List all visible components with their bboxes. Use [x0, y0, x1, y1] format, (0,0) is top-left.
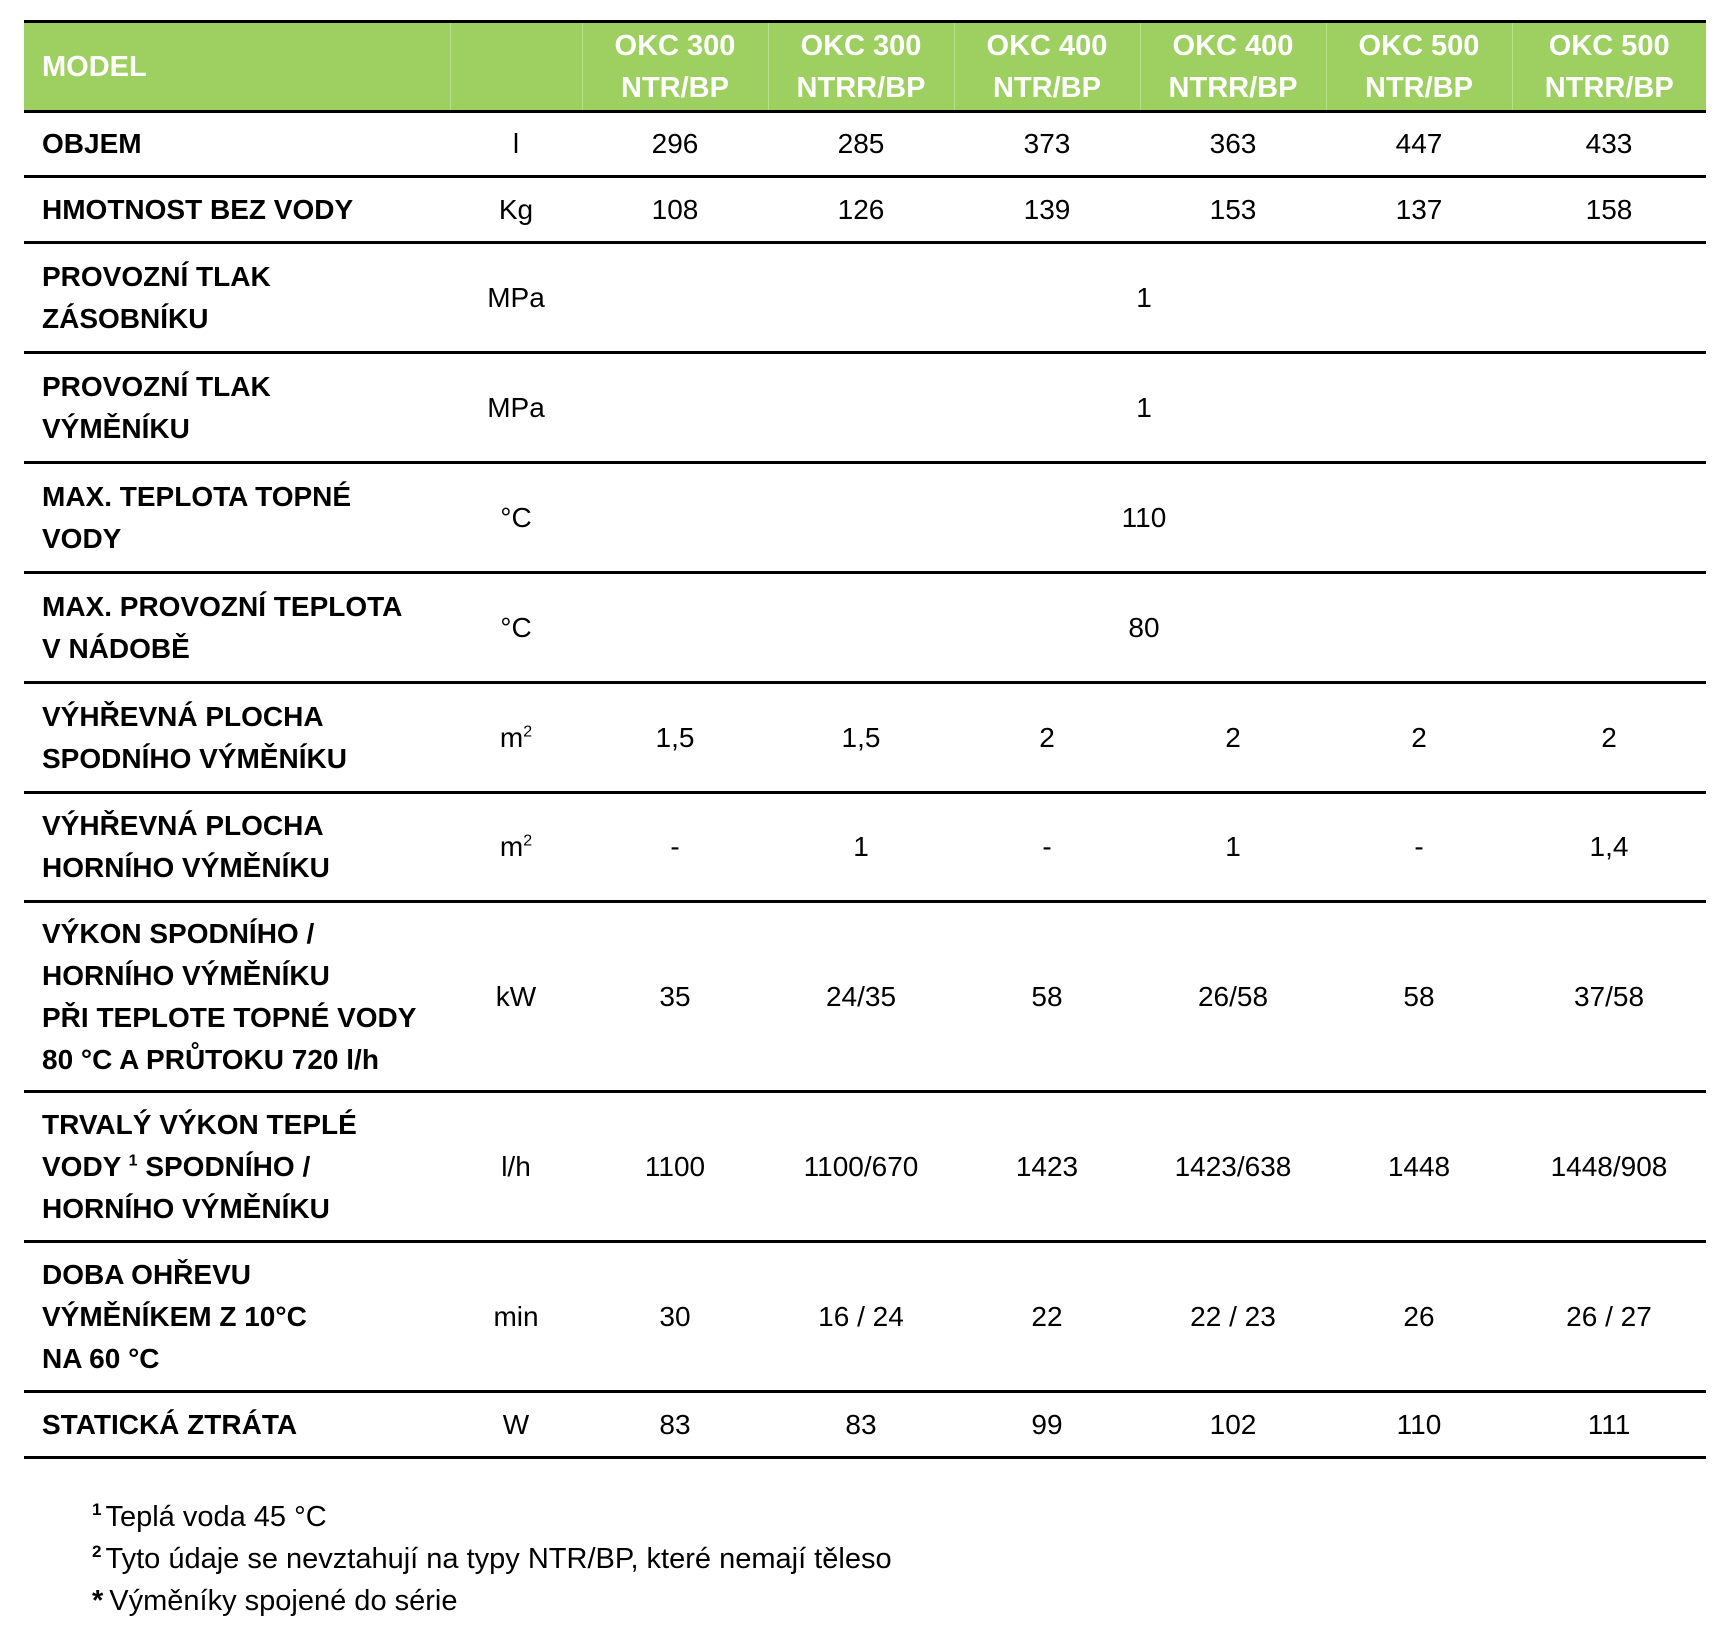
footnote-mark: 2	[92, 1542, 102, 1562]
unit-cell: W	[450, 1392, 582, 1458]
param-label: HMOTNOST BEZ VODY	[24, 177, 450, 243]
param-label: MAX. TEPLOTA TOPNÉ VODY	[24, 463, 450, 573]
unit-superscript: 2	[523, 723, 533, 741]
unit-cell: MPa	[450, 243, 582, 353]
model-header-okc300-ntrr: OKC 300 NTRR/BP	[768, 22, 954, 112]
value-cell: 111	[1512, 1392, 1706, 1458]
value-cell: 83	[582, 1392, 768, 1458]
value-cell: -	[954, 793, 1140, 902]
value-cell: 16 / 24	[768, 1242, 954, 1392]
param-label: DOBA OHŘEVU VÝMĚNÍKEM Z 10°C NA 60 °C	[24, 1242, 450, 1392]
row-max-teplota-topne-vody	[24, 463, 1706, 573]
model-header-okc300-ntr: OKC 300 NTR/BP	[582, 22, 768, 112]
param-label: VÝHŘEVNÁ PLOCHA HORNÍHO VÝMĚNÍKU	[24, 793, 450, 902]
row-vykon	[24, 902, 1706, 1092]
value-cell: 137	[1326, 177, 1512, 243]
param-label: VÝKON SPODNÍHO / HORNÍHO VÝMĚNÍKU PŘI TEPLOTE TOPNÉ VODY 80 °C A PRŮTOKU 720 l/h	[24, 902, 450, 1092]
value-cell: 363	[1140, 112, 1326, 177]
param-label: STATICKÁ ZTRÁTA	[24, 1392, 450, 1458]
param-label: MAX. PROVOZNÍ TEPLOTA V NÁDOBĚ	[24, 573, 450, 683]
value-cell: 83	[768, 1392, 954, 1458]
value-cell: -	[582, 793, 768, 902]
value-cell: 26 / 27	[1512, 1242, 1706, 1392]
value-cell: 1,5	[768, 683, 954, 793]
footnote-text: Výměníky spojené do série	[109, 1585, 458, 1617]
value-cell: 99	[954, 1392, 1140, 1458]
unit-cell: kW	[450, 902, 582, 1092]
value-cell: 153	[1140, 177, 1326, 243]
value-cell: 58	[954, 902, 1140, 1092]
row-staticka-ztrata	[24, 1392, 1706, 1458]
row-objem	[24, 112, 1706, 177]
value-cell: 1100/670	[768, 1092, 954, 1242]
value-cell: 126	[768, 177, 954, 243]
value-cell: 1448	[1326, 1092, 1512, 1242]
unit-cell: Kg	[450, 177, 582, 243]
value-cell: 35	[582, 902, 768, 1092]
value-cell-shared: 110	[582, 463, 1706, 573]
unit-header	[450, 22, 582, 112]
value-cell: 433	[1512, 112, 1706, 177]
value-cell: 30	[582, 1242, 768, 1392]
value-cell: 1	[1140, 793, 1326, 902]
value-cell: 2	[954, 683, 1140, 793]
footnote-text: Tyto údaje se nevztahují na typy NTR/BP, které nemají těleso	[105, 1543, 892, 1575]
value-cell: 26	[1326, 1242, 1512, 1392]
model-header-okc400-ntr: OKC 400 NTR/BP	[954, 22, 1140, 112]
param-label: PROVOZNÍ TLAK ZÁSOBNÍKU	[24, 243, 450, 353]
unit-cell: $m^2$	[450, 683, 582, 793]
value-cell: 373	[954, 112, 1140, 177]
value-cell: 22	[954, 1242, 1140, 1392]
param-label: PROVOZNÍ TLAK VÝMĚNÍKU	[24, 353, 450, 463]
value-cell-shared: 80	[582, 573, 1706, 683]
model-header: MODEL	[24, 22, 450, 112]
value-cell: 158	[1512, 177, 1706, 243]
value-cell: 447	[1326, 112, 1512, 177]
value-cell: 1	[768, 793, 954, 902]
footnotes	[92, 1496, 892, 1622]
value-cell: 2	[1512, 683, 1706, 793]
unit-cell: l	[450, 112, 582, 177]
unit-cell: MPa	[450, 353, 582, 463]
model-header-okc500-ntr: OKC 500 NTR/BP	[1326, 22, 1512, 112]
unit-cell: $m^2$	[450, 793, 582, 902]
header-row	[24, 22, 1706, 112]
footnote-ref: 1	[128, 1152, 138, 1170]
value-cell-shared: 1	[582, 243, 1706, 353]
row-max-provozni-teplota	[24, 573, 1706, 683]
row-plocha-spodniho	[24, 683, 1706, 793]
footnote-3	[92, 1580, 892, 1622]
unit-superscript: 2	[523, 832, 533, 850]
footnote-1	[92, 1496, 892, 1538]
value-cell: 22 / 23	[1140, 1242, 1326, 1392]
unit-cell: min	[450, 1242, 582, 1392]
value-cell: 1423	[954, 1092, 1140, 1242]
param-label: VÝHŘEVNÁ PLOCHA SPODNÍHO VÝMĚNÍKU	[24, 683, 450, 793]
row-tlak-zasobniku	[24, 243, 1706, 353]
value-cell: 2	[1326, 683, 1512, 793]
value-cell: 296	[582, 112, 768, 177]
row-plocha-horniho	[24, 793, 1706, 902]
value-cell: 1,5	[582, 683, 768, 793]
value-cell: 37/58	[1512, 902, 1706, 1092]
value-cell: 24/35	[768, 902, 954, 1092]
param-label: TRVALÝ VÝKON TEPLÉ VODY $^1$ SPODNÍHO / HORNÍHO VÝMĚNÍKU	[24, 1092, 450, 1242]
footnote-mark: *	[92, 1585, 104, 1617]
row-hmotnost	[24, 177, 1706, 243]
value-cell: 102	[1140, 1392, 1326, 1458]
value-cell: 1100	[582, 1092, 768, 1242]
param-label: OBJEM	[24, 112, 450, 177]
value-cell: 2	[1140, 683, 1326, 793]
model-header-okc500-ntrr: OKC 500 NTRR/BP	[1512, 22, 1706, 112]
value-cell: 1,4	[1512, 793, 1706, 902]
footnote-mark: 1	[92, 1500, 102, 1520]
value-cell: 285	[768, 112, 954, 177]
footnote-2	[92, 1538, 892, 1580]
value-cell: 139	[954, 177, 1140, 243]
spec-table	[24, 20, 1706, 1459]
value-cell: 110	[1326, 1392, 1512, 1458]
row-trvaly-vykon	[24, 1092, 1706, 1242]
value-cell-shared: 1	[582, 353, 1706, 463]
model-header-okc400-ntrr: OKC 400 NTRR/BP	[1140, 22, 1326, 112]
footnote-text: Teplá voda 45 °C	[105, 1501, 327, 1533]
value-cell: 58	[1326, 902, 1512, 1092]
value-cell: -	[1326, 793, 1512, 902]
value-cell: 1448/908	[1512, 1092, 1706, 1242]
value-cell: 108	[582, 177, 768, 243]
unit-cell: °C	[450, 463, 582, 573]
unit-cell: l/h	[450, 1092, 582, 1242]
value-cell: 26/58	[1140, 902, 1326, 1092]
row-tlak-vymeniku	[24, 353, 1706, 463]
value-cell: 1423/638	[1140, 1092, 1326, 1242]
row-doba-ohrevu	[24, 1242, 1706, 1392]
unit-cell: °C	[450, 573, 582, 683]
